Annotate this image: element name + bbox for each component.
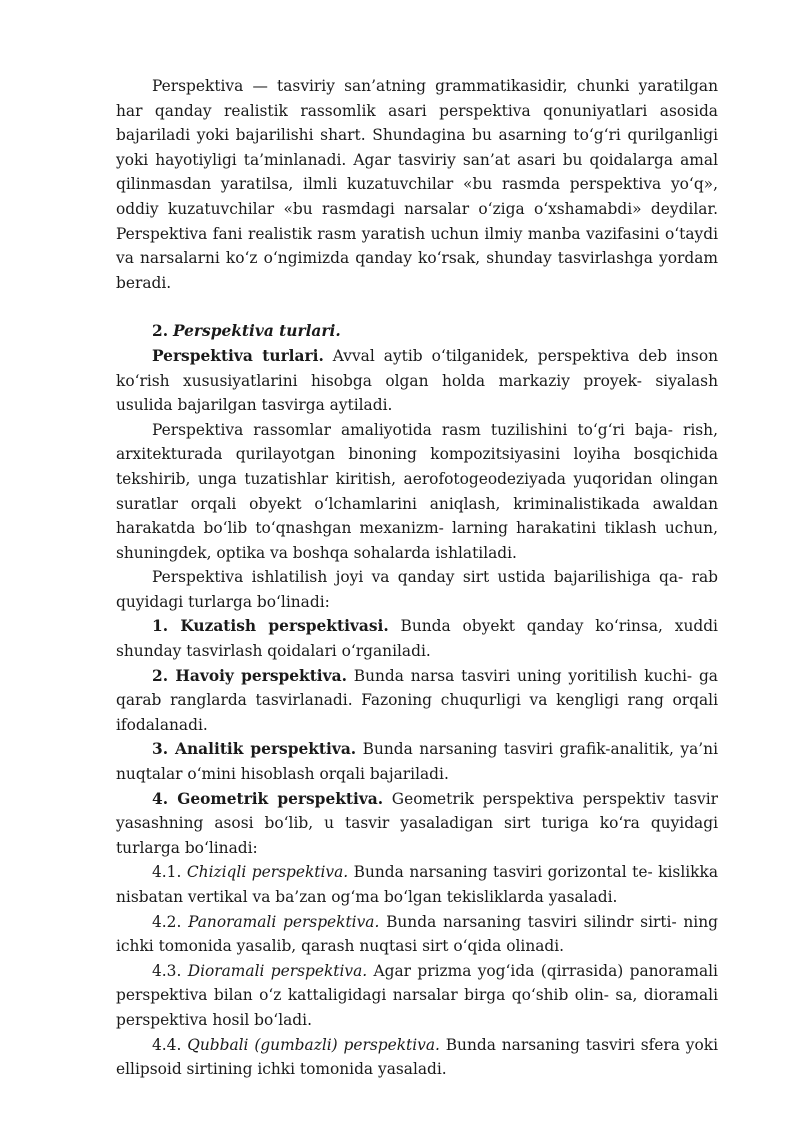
classification-paragraph: Perspektiva ishlatilish joyi va qanday sirt ustida bajarilishiga qa- rab quyidagi turlarga bo‘linadi: [116,568,718,611]
intro-paragraph: Perspektiva — tasviriy san’atning grammatikasidir, chunki yaratilgan har qanday realistik rassomlik asari perspektiva qonuniyatlari asosida bajariladi yoki bajarilishi shart. Shundagina bu asarning to‘g‘ri qurilganligi yoki hayotiyligi ta’minlanadi. Agar tasviriy san’at asari bu qoidalarga amal qilinmasdan yaratilsa, ilmli kuzatuvchilar «bu rasmda perspektiva yo‘q», oddiy kuzatuvchilar «bu rasmdagi narsalar o‘ziga o‘xshamabdi» deydilar. Perspektiva fani realistik rasm yaratish uchun ilmiy manba vazifasini o‘taydi va narsalarni ko‘z o‘ngimizda qanday ko‘rsak, shunday tasvirlashga yordam beradi. [116,77,718,292]
section-number: 2. [152,322,169,341]
subtype-item-4-2 [116,910,718,959]
subtype-item-4-4 [116,1033,718,1082]
subtype-name: Chiziqli perspektiva. [186,863,349,882]
type-lead: 1. Kuzatish perspektivasi. [152,617,389,636]
paragraph-gap [116,295,718,319]
type-text: Bunda narsa tasviri uning yoritilish kuchi- ga qarab ranglarda tasvirlanadi. Fazoning chuqurligi va kengligi rang orqali ifodalanadi. [116,666,718,734]
subtype-text: Bunda narsaning tasviri gorizontal te- kislikka nisbatan vertikal va ba’zan og‘ma bo‘lgan tekisliklarda yasaladi. [116,863,718,906]
subtype-item-4-1 [116,860,718,909]
subtype-text: Agar prizma yog‘ida (qirrasida) panoramali perspektiva bilan o‘z kattaligidagi narsalar birga qo‘shib olin- sa, dioramali perspektiva hosil bo‘ladi. [116,961,718,1029]
subtype-name: Qubbali (gumbazli) perspektiva. [187,1035,440,1054]
definition-lead: Perspektiva turlari. [152,346,324,365]
subtype-name: Dioramali perspektiva. [187,961,368,980]
subtype-number: 4.4. [152,1035,188,1054]
definition-paragraph [116,344,718,418]
type-item-1 [116,614,718,663]
type-item-4 [116,787,718,861]
subtype-text: Bunda narsaning tasviri silindr sirti- ning ichki tomonida yasalib, qarash nuqtasi sirt o‘qida olinadi. [116,912,718,956]
subtype-number: 4.1. [152,863,187,882]
section-heading [116,319,718,344]
subtype-number: 4.2. [152,912,189,931]
subtype-item-4-3 [116,959,718,1033]
subtype-name: Panoramali perspektiva. [188,912,380,931]
definition-text: Avval aytib o‘tilganidek, perspektiva deb inson ko‘rish xususiyatlarini hisobga olgan holda markaziy proyek- siyalash usulida bajarilgan tasvirga aytiladi. [116,346,718,415]
type-lead: 3. Analitik perspektiva. [152,740,357,759]
subtype-number: 4.3. [152,961,188,980]
subtype-text: Bunda narsaning tasviri sfera yoki ellipsoid sirtining ichki tomonida yasaladi. [116,1035,718,1079]
type-text: Bunda narsaning tasviri grafik-analitik, ya’ni nuqtalar o‘mini hisoblash orqali bajariladi. [116,740,718,784]
type-item-2 [116,664,718,738]
type-text: Bunda obyekt qanday ko‘rinsa, xuddi shunday tasvirlash qoidalari o‘rganiladi. [116,617,718,661]
type-text: Geometrik perspektiva perspektiv tasvir yasashning asosi bo‘lib, u tasvir yasaladigan sirt turiga ko‘ra quyidagi turlarga bo‘linadi: [116,789,718,857]
type-lead: 4. Geometrik perspektiva. [152,789,384,808]
usage-paragraph: Perspektiva rassomlar amaliyotida rasm tuzilishini to‘g‘ri baja- rish, arxitekturada qurilayotgan binoning kompozitsiyasini loyiha bosqichida tekshirib, unga tuzatishlar kiritish, aerofotogeodeziyada yuqoridan olingan suratlar orqali obyekt o‘lchamlarini aniqlash, kriminalistikada awaldan harakatda bo‘lib to‘qnashgan mexanizm- larning harakatini tiklash uchun, shuningdek, optika va boshqa sohalarda ishlatiladi. [116,420,718,562]
type-item-3 [116,737,718,786]
section-title: Perspektiva turlari. [172,322,341,341]
type-lead: 2. Havoiy perspektiva. [152,666,347,685]
